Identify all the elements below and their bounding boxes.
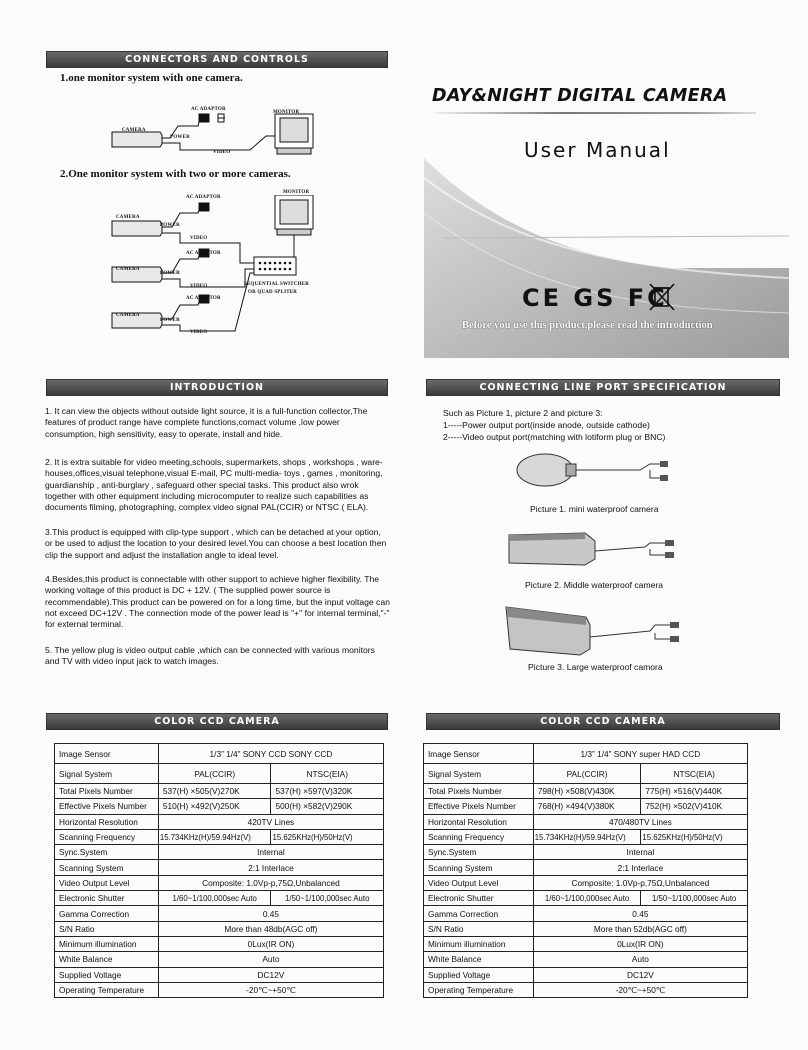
row-label: Sync.System [424, 845, 534, 860]
row-value: 537(H) ×597(V)320K [271, 784, 384, 799]
table-row [55, 784, 384, 799]
row-value: 798(H) ×508(V)430K [533, 784, 641, 799]
row-value: DC12V [158, 967, 383, 982]
d2-camera-label-3: CAMERA [116, 313, 140, 318]
table-row [55, 921, 384, 936]
table-row [424, 891, 748, 906]
weee-bin-icon [648, 282, 676, 312]
table-row [55, 744, 384, 764]
d2-monitor-label: MONITOR [283, 190, 310, 195]
row-value: Internal [533, 845, 747, 860]
certification-marks: CE GS FC [522, 284, 668, 312]
table-row [424, 814, 748, 829]
row-value: 752(H) ×502(V)410K [641, 799, 748, 814]
table-row [424, 784, 748, 799]
cover-rule [434, 112, 756, 114]
row-value: -20℃~+50℃ [533, 982, 747, 997]
table-row [55, 814, 384, 829]
connecting-line-2: 1-----Power output port(inside anode, outside cathode) [443, 420, 650, 430]
table-row [55, 829, 384, 844]
row-value: More than 48db(AGC off) [158, 921, 383, 936]
d2-ac-adaptor-label-3: AC ADAPTOR [186, 296, 221, 301]
row-label: Electronic Shutter [55, 891, 159, 906]
d1-camera-label: CAMERA [122, 128, 146, 133]
table-row [55, 764, 384, 784]
table-row [55, 860, 384, 875]
middle-camera-image [505, 525, 695, 575]
d1-ac-adaptor-label: AC ADAPTOR [191, 107, 226, 112]
table-row [55, 875, 384, 890]
row-label: Video Output Level [424, 875, 534, 890]
cover-subtitle: User Manual [524, 138, 671, 162]
row-value: 1/3” 1/4” SONY super HAD CCD [533, 744, 747, 764]
row-value: PAL(CCIR) [158, 764, 271, 784]
table-row [424, 799, 748, 814]
table-row [55, 967, 384, 982]
table-row [424, 845, 748, 860]
table-row [424, 829, 748, 844]
table-row [424, 764, 748, 784]
d2-camera-label-2: CAMERA [116, 267, 140, 272]
table-row [424, 860, 748, 875]
row-value: Auto [533, 952, 747, 967]
intro-para-5: 5. The yellow plug is video output cable ,which can be connected with various monitors and TV with video input jack to watch images. [45, 645, 375, 667]
section2-title: 2.One monitor system with two or more cameras. [60, 168, 291, 180]
row-value: 470/480TV Lines [533, 814, 747, 829]
connecting-line-1: Such as Picture 1, picture 2 and picture 3: [443, 408, 603, 418]
row-label: Gamma Correction [424, 906, 534, 921]
table-row [424, 744, 748, 764]
d2-video-label-2: VIDEO [190, 284, 208, 289]
ccd-left-table [54, 743, 384, 998]
row-label: Operating Temperature [55, 982, 159, 997]
switcher-label-1: SEQUENTIAL SWITCHER [244, 282, 310, 287]
intro-para-3: 3.This product is equipped with clip-type support , which can be detached at your option, or be used to adjust the location to your desired level.You can choose a best location then clip the support and adjust the installation angle to ideal level. [45, 527, 387, 560]
row-value: 1/60~1/100,000sec Auto [158, 891, 271, 906]
introduction-header: INTRODUCTION [46, 379, 388, 396]
row-value: 1/50~1/100,000sec Auto [641, 891, 748, 906]
row-value: 15.734KHz(H)/59.94Hz(V) [533, 829, 641, 844]
row-label: Signal System [55, 764, 159, 784]
d2-ac-adaptor-label-2: AC ADAPTOR [186, 251, 221, 256]
row-value: 0.45 [158, 906, 383, 921]
row-label: Effective Pixels Number [55, 799, 159, 814]
row-value: Composite: 1.0Vp-p,75Ω,Unbalanced [533, 875, 747, 890]
d2-video-label-1: VIDEO [190, 236, 208, 241]
row-label: Scanning System [424, 860, 534, 875]
row-value: 15.625KHz(H)/50Hz(V) [271, 829, 384, 844]
row-label: Scanning Frequency [55, 829, 159, 844]
table-row [55, 936, 384, 951]
d2-power-label-1: POWER [160, 223, 180, 228]
table-row [424, 982, 748, 997]
row-label: Total Pixels Number [424, 784, 534, 799]
row-value: 420TV Lines [158, 814, 383, 829]
row-label: Effective Pixels Number [424, 799, 534, 814]
table-row [55, 952, 384, 967]
d2-ac-adaptor-label-1: AC ADAPTOR [186, 195, 221, 200]
ccd-right-table [423, 743, 748, 998]
row-value: 1/50~1/100,000sec Auto [271, 891, 384, 906]
row-value: Auto [158, 952, 383, 967]
row-value: 15.625KHz(H)/50Hz(V) [641, 829, 748, 844]
row-value: Composite: 1.0Vp-p,75Ω,Unbalanced [158, 875, 383, 890]
row-label: White Balance [55, 952, 159, 967]
intro-para-1: 1. It can view the objects without outside light source, it is a full-function collector,The features of product range have complete functions,comact volume ,low power consumption, high sensitivity, easy to operate, install and hide. [45, 406, 368, 439]
row-label: Signal System [424, 764, 534, 784]
table-row [424, 875, 748, 890]
row-value: 2:1 Interlace [533, 860, 747, 875]
picture-2-caption: Picture 2. Middle waterproof camera [525, 580, 664, 590]
row-value: 510(H) ×492(V)250K [158, 799, 271, 814]
cover-title: DAY&NIGHT DIGITAL CAMERA [432, 86, 728, 106]
row-value: More than 52db(AGC off) [533, 921, 747, 936]
picture-3-caption: Picture 3. Large waterproof camora [528, 662, 663, 672]
table-row [424, 906, 748, 921]
switcher-label-2: OR QUAD SPLITER [248, 290, 298, 295]
intro-para-2: 2. It is extra suitable for video meeting,schools, supermarkets, shops , workshops , ware-houses,offices,visual telephone,visual E-mail, PC multi-media- toys , games , monitoring, guardianship , anti-burglary , safeguard other special tasks. This product also wrok together with other equipment including microcomputer to realize such capabilities as documents filming, photographing, complex video signal PAL(CCIR) or NTSC ( ELA). [45, 457, 383, 513]
section1-title: 1.one monitor system with one camera. [60, 72, 243, 84]
row-value: 1/3” 1/4” SONY CCD SONY CCD [158, 744, 383, 764]
row-label: Sync.System [55, 845, 159, 860]
row-label: Image Sensor [55, 744, 159, 764]
row-label: Horizontal Resolution [55, 814, 159, 829]
table-row [55, 891, 384, 906]
row-label: Minimum illumination [424, 936, 534, 951]
row-value: 0.45 [533, 906, 747, 921]
row-value: PAL(CCIR) [533, 764, 641, 784]
row-value: DC12V [533, 967, 747, 982]
table-row [424, 936, 748, 951]
table-row [55, 906, 384, 921]
row-value: 0Lux(IR ON) [533, 936, 747, 951]
row-label: Image Sensor [424, 744, 534, 764]
row-value: Internal [158, 845, 383, 860]
d2-power-label-2: POWER [160, 271, 180, 276]
d2-power-label-3: POWER [160, 318, 180, 323]
row-label: Gamma Correction [55, 906, 159, 921]
row-label: Minimum illumination [55, 936, 159, 951]
row-label: Total Pixels Number [55, 784, 159, 799]
cover-notice: Before you use this product,please read the introduction [462, 320, 713, 331]
row-label: S/N Ratio [55, 921, 159, 936]
table-row [55, 845, 384, 860]
row-value: -20℃~+50℃ [158, 982, 383, 997]
d2-camera-label-1: CAMERA [116, 215, 140, 220]
row-value: 0Lux(IR ON) [158, 936, 383, 951]
row-value: NTSC(EIA) [641, 764, 748, 784]
row-label: Scanning System [55, 860, 159, 875]
row-value: 15.734KHz(H)/59.94Hz(V) [158, 829, 271, 844]
row-label: Scanning Frequency [424, 829, 534, 844]
connecting-line-3: 2-----Video output port(matching with lotiform plug or BNC) [443, 432, 666, 442]
row-value: 537(H) ×505(V)270K [158, 784, 271, 799]
d1-video-label: VIDEO [213, 150, 231, 155]
ccd-left-header: COLOR CCD CAMERA [46, 713, 388, 730]
table-row [424, 967, 748, 982]
row-label: Operating Temperature [424, 982, 534, 997]
ccd-right-header: COLOR CCD CAMERA [426, 713, 780, 730]
row-value: 1/60~1/100,000sec Auto [533, 891, 641, 906]
row-label: White Balance [424, 952, 534, 967]
row-label: S/N Ratio [424, 921, 534, 936]
table-row [424, 952, 748, 967]
row-label: Horizontal Resolution [424, 814, 534, 829]
row-value: 500(H) ×582(V)290K [271, 799, 384, 814]
table-row [55, 799, 384, 814]
table-row [424, 921, 748, 936]
mini-camera-image [510, 450, 690, 500]
intro-para-4: 4.Besides,this product is connectable with other support to achieve higher flexibility. The working voltage of this product is DC + 12V. ( The supplied power source is recommendable).This product can be powered on for a long time, but the input voltage can not exceed DC+12V . The connection mode of the power lead is "+" for internal terminal,"-" for external terminal. [45, 574, 390, 630]
d2-video-label-3: VIDEO [190, 330, 208, 335]
row-label: Supplied Voltage [55, 967, 159, 982]
row-label: Video Output Level [55, 875, 159, 890]
row-value: 775(H) ×516(V)440K [641, 784, 748, 799]
table-row [55, 982, 384, 997]
connectors-header: CONNECTORS AND CONTROLS [46, 51, 388, 68]
row-value: 2:1 Interlace [158, 860, 383, 875]
row-label: Supplied Voltage [424, 967, 534, 982]
picture-1-caption: Picture 1. mini waterproof camera [530, 504, 659, 514]
connecting-header: CONNECTING LINE PORT SPECIFICATION [426, 379, 780, 396]
row-label: Electronic Shutter [424, 891, 534, 906]
d1-monitor-label: MONITOR [273, 110, 300, 115]
d1-power-label: POWER [170, 135, 190, 140]
row-value: NTSC(EIA) [271, 764, 384, 784]
large-camera-image [500, 603, 700, 658]
row-value: 768(H) ×494(V)380K [533, 799, 641, 814]
